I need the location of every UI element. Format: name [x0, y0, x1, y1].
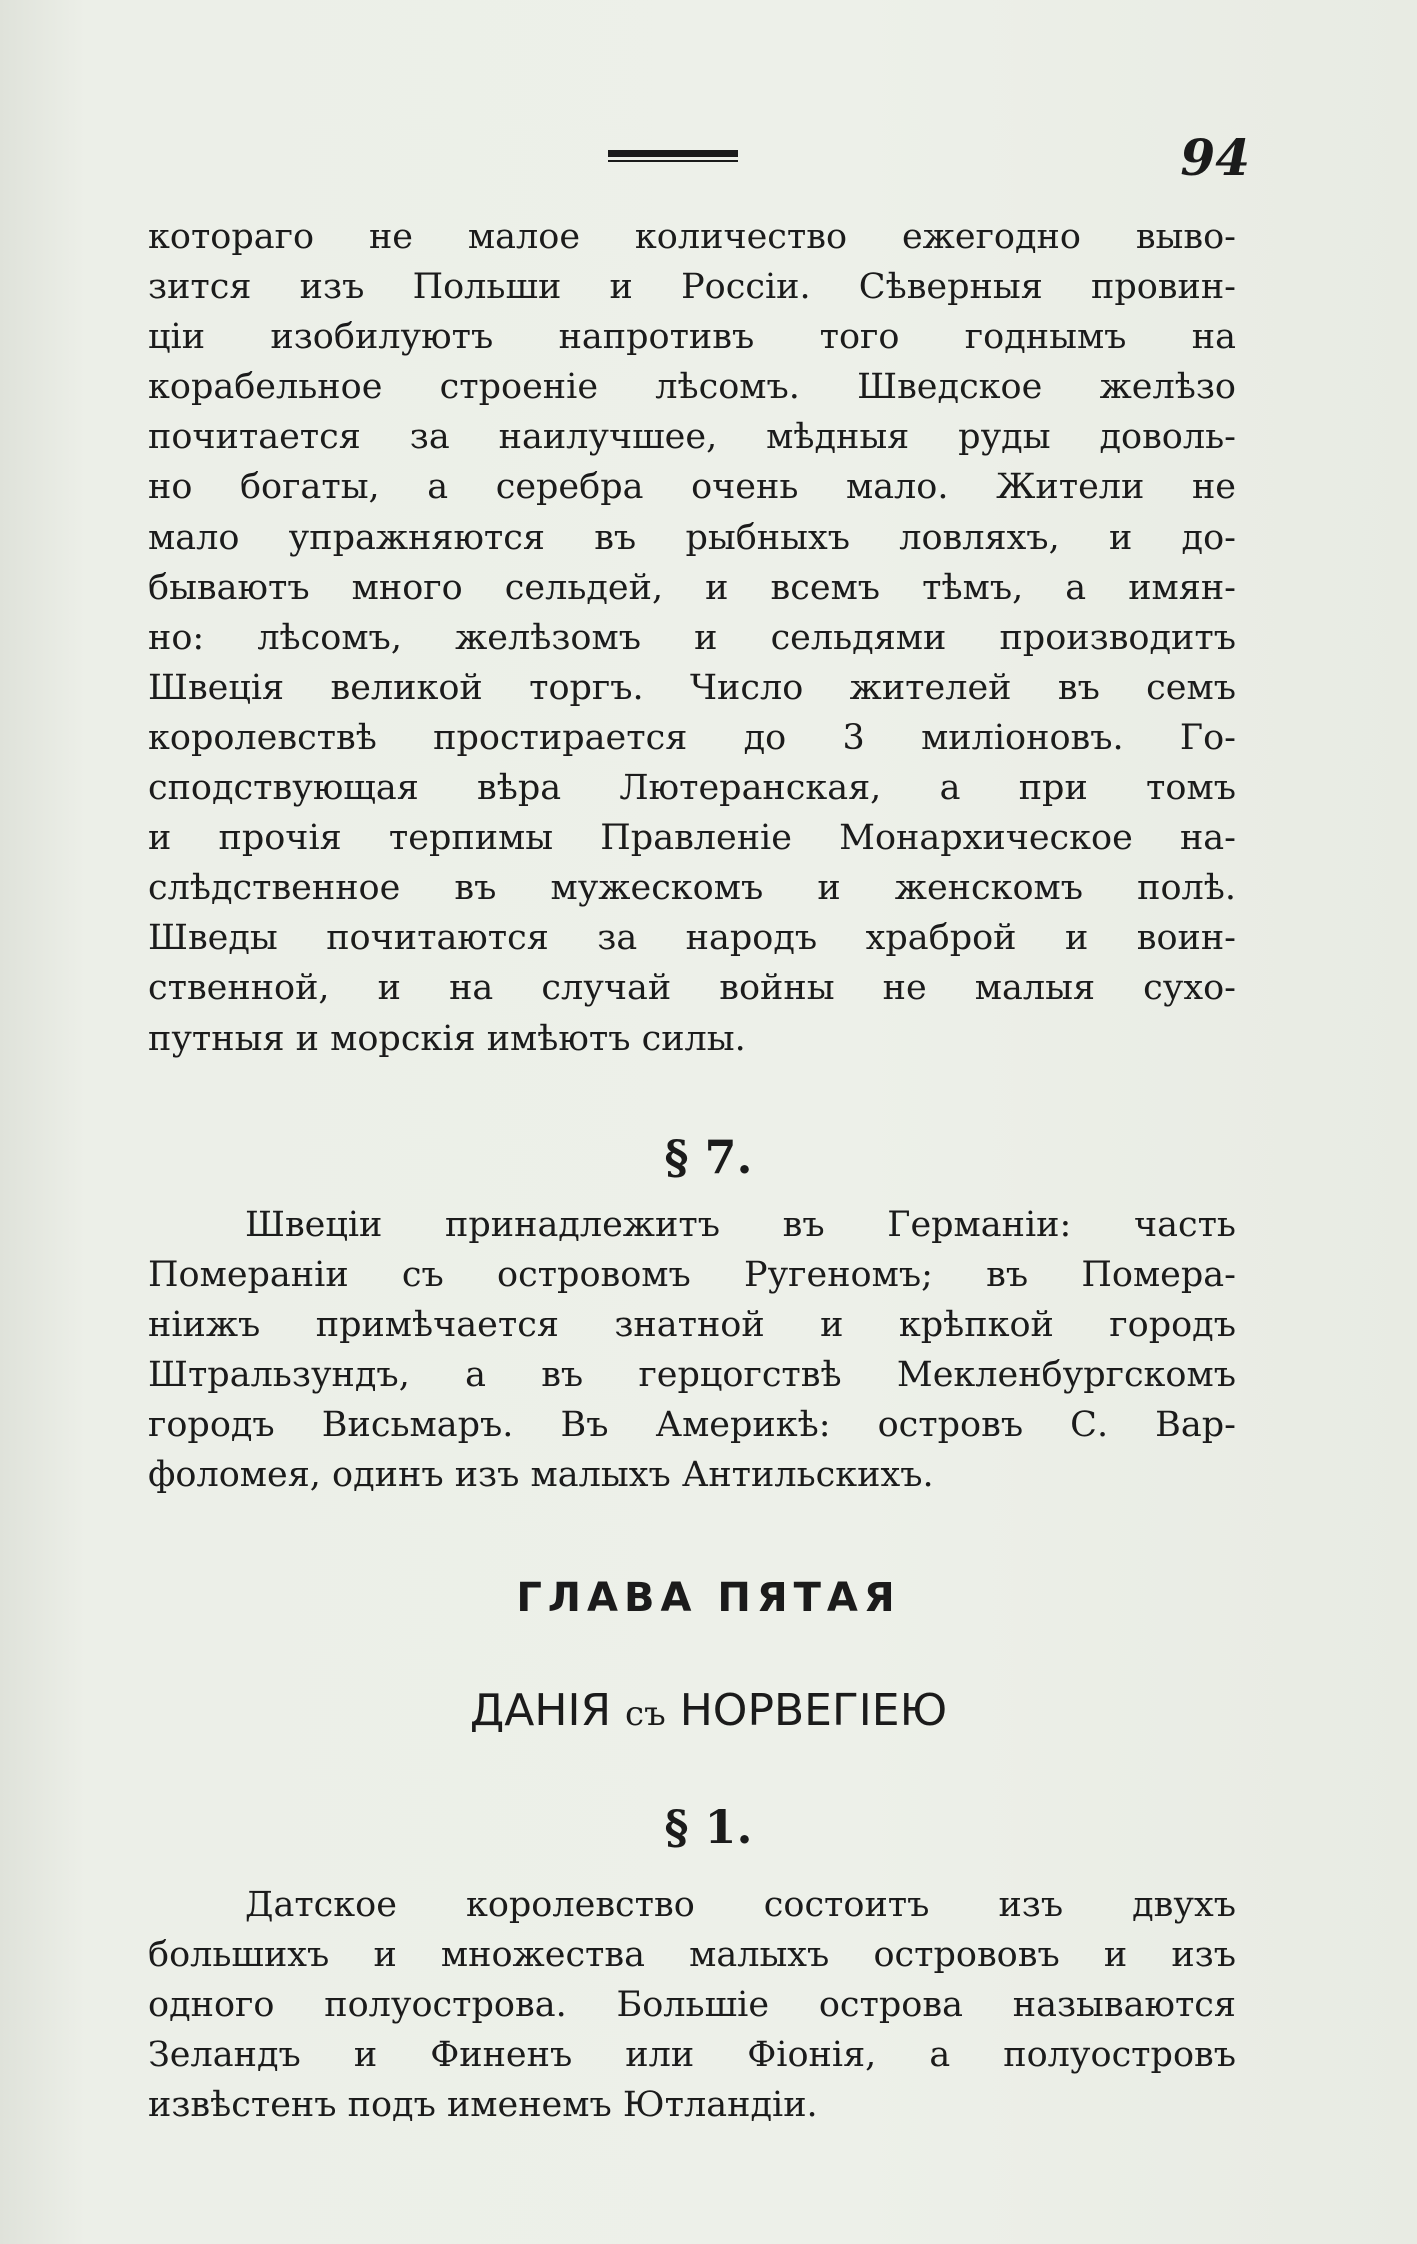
text-line: но: лѣсомъ, желѣзомъ и сельдями производитъ [148, 617, 1236, 658]
section-heading-7: § 7. [664, 1130, 753, 1184]
country-title-with: съ [625, 1694, 666, 1734]
text-line: путныя и морскiя имѣютъ силы. [148, 1018, 746, 1059]
text-line: зится изъ Польши и Россiи. Сѣверныя провин- [148, 267, 1236, 308]
paragraph-swedish-possessions [148, 1200, 1236, 1501]
text-line: бываютъ много сельдей, и всемъ тѣмъ, а имян- [148, 567, 1236, 608]
header-rule-thick [608, 150, 738, 157]
country-title-denmark: ДАНIЯ [469, 1685, 612, 1736]
country-title-norway: НОРВЕГIЕЮ [679, 1685, 948, 1736]
text-line: ственной, и на случай войны не малыя сухо- [148, 968, 1236, 1009]
text-line: Датское королевство состоитъ изъ двухъ [245, 1885, 1236, 1925]
text-line: королевствѣ простирается до 3 милiоновъ. Го- [148, 717, 1236, 758]
text-line: но богаты, а серебра очень мало. Жители не [148, 467, 1236, 508]
text-line: городъ Висьмаръ. Въ Америкѣ: островъ С. Вар- [148, 1405, 1236, 1446]
country-title [0, 1685, 1417, 1736]
text-line: почитается за наилучшее, мѣдныя руды доволь- [148, 417, 1236, 458]
text-line: Штральзундъ, а въ герцогствѣ Мекленбургскомъ [148, 1355, 1236, 1396]
paragraph-sweden-resources [148, 212, 1236, 1064]
text-line: большихъ и множества малыхъ острововъ и изъ [148, 1935, 1236, 1976]
chapter-title: ГЛАВА ПЯТАЯ [516, 1575, 901, 1621]
page-number: 94 [1180, 128, 1250, 187]
text-line: сподствующая вѣра Лютеранская, а при томъ [148, 768, 1236, 809]
text-line: Померанiи съ островомъ Ругеномъ; въ Помера- [148, 1255, 1236, 1296]
text-line: Швецiя великой торгъ. Число жителей въ семъ [148, 667, 1236, 708]
text-line: и прочiя терпимы Правленiе Монархическое на- [148, 818, 1236, 859]
text-line: Зеландъ и Финенъ или Фiонiя, а полуостровъ [148, 2035, 1236, 2076]
text-line: фоломея, одинъ изъ малыхъ Антильскихъ. [148, 1455, 934, 1496]
text-line: мало упражняются въ рыбныхъ ловляхъ, и до- [148, 517, 1236, 558]
header-rule [608, 150, 738, 164]
text-line: цiи изобилуютъ напротивъ того годнымъ на [148, 317, 1236, 358]
text-line: котораго не малое количество ежегодно выво- [148, 217, 1236, 257]
text-line: Швецiи принадлежитъ въ Германiи: часть [245, 1205, 1236, 1245]
text-line: извѣстенъ подъ именемъ Ютландiи. [148, 2085, 818, 2126]
text-line: нiижъ примѣчается знатной и крѣпкой городъ [148, 1305, 1236, 1346]
header-rule-thin [608, 160, 738, 162]
paragraph-danish-kingdom [148, 1880, 1236, 2130]
text-line: слѣдственное въ мужескомъ и женскомъ полѣ. [148, 868, 1236, 909]
text-line: Шведы почитаются за народъ храброй и воин- [148, 918, 1236, 959]
text-line: одного полуострова. Большiе острова называются [148, 1985, 1236, 2026]
section-heading-1: § 1. [664, 1800, 753, 1854]
text-line: корабельное строенiе лѣсомъ. Шведское желѣзо [148, 367, 1236, 408]
